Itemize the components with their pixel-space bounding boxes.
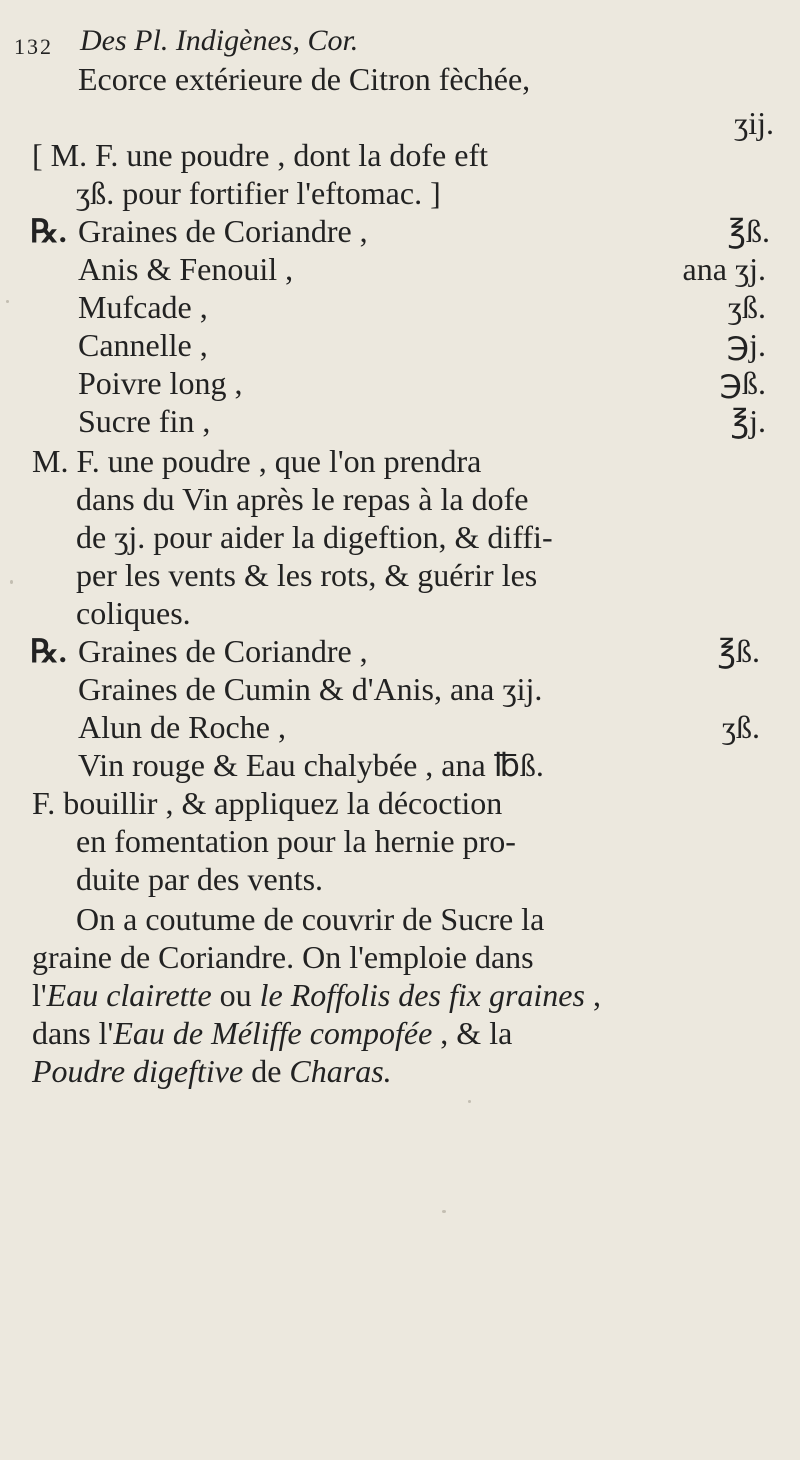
closing-title-poudre: Poudre digeftive	[32, 1053, 244, 1089]
recipe2-instruction: duite par des vents.	[76, 861, 324, 897]
intro-line-1: Ecorce extérieure de Citron fèchée,	[78, 61, 531, 97]
recipe1-item-qty: ℥j.	[730, 403, 766, 439]
recipe-symbol-1: ℞.	[30, 213, 67, 249]
recipe2-item-qty: ℥ß.	[717, 633, 760, 669]
recipe1-instruction: dans du Vin après le repas à la dofe	[76, 481, 529, 517]
recipe1-item-name: Poivre long ,	[78, 365, 243, 401]
recipe1-instruction: per les vents & les rots, & guérir les	[76, 557, 538, 593]
closing-line-5	[32, 1052, 392, 1090]
recipe2-item-name: Graines de Coriandre ,	[78, 633, 368, 669]
recipe1-item-qty: ʒß.	[727, 289, 766, 325]
closing-text: l'	[32, 977, 47, 1013]
closing-line-3	[32, 976, 601, 1014]
closing-title-rossolis: le Roffolis des fix graines	[259, 977, 585, 1013]
closing-title-eau-melisse: Eau de Méliffe compofée	[113, 1015, 433, 1051]
recipe1-item-name: Cannelle ,	[78, 327, 208, 363]
recipe1-item-qty: ℈ß.	[719, 365, 766, 401]
paper-speck	[442, 1210, 446, 1213]
recipe1-item-qty: ana ʒj.	[682, 251, 766, 287]
closing-text: dans l'	[32, 1015, 114, 1051]
closing-text: de	[243, 1053, 290, 1089]
recipe1-item-qty: ℈j.	[726, 327, 766, 363]
recipe2-instruction: en fomentation pour la hernie pro-	[76, 823, 516, 859]
recipe2-item-name: Alun de Roche ,	[78, 709, 286, 745]
paper-speck	[468, 1100, 471, 1103]
recipe-symbol-2: ℞.	[30, 633, 67, 669]
recipe1-instruction: M. F. une poudre , que l'on prendra	[32, 443, 482, 479]
paper-speck	[6, 300, 9, 303]
recipe1-item-name: Sucre fin ,	[78, 403, 211, 439]
closing-title-eau-clairette: Eau clairette	[46, 977, 212, 1013]
closing-text: ,	[584, 977, 601, 1013]
closing-line-4	[32, 1014, 512, 1052]
page-number: 132	[14, 34, 53, 59]
intro-line-2: [ M. F. une poudre , dont la dofe eft	[32, 137, 488, 173]
closing-title-charas: Charas.	[289, 1053, 392, 1089]
closing-text: ou	[211, 977, 260, 1013]
intro-line-3: ʒß. pour fortifier l'eftomac. ]	[76, 175, 441, 211]
recipe2-item-qty: ʒß.	[721, 709, 760, 745]
recipe1-item-name: Anis & Fenouil ,	[78, 251, 294, 287]
recipe1-item-name: Mufcade ,	[78, 289, 208, 325]
recipe1-item-qty: ℥ß.	[727, 213, 770, 249]
recipe2-item-name: Graines de Cumin & d'Anis, ana ʒij.	[78, 671, 543, 707]
recipe2-item-name: Vin rouge & Eau chalybée , ana ℔ß.	[78, 747, 544, 783]
recipe2-instruction: F. bouillir , & appliquez la décoction	[32, 785, 503, 821]
closing-line-2: graine de Coriandre. On l'emploie dans	[32, 939, 534, 975]
closing-line-1: On a coutume de couvrir de Sucre la	[76, 901, 545, 937]
paper-speck	[10, 580, 13, 584]
intro-quantity: ʒij.	[734, 105, 774, 141]
running-head: Des Pl. Indigènes, Cor.	[80, 24, 359, 57]
closing-text: , & la	[432, 1015, 513, 1051]
recipe1-instruction: coliques.	[76, 595, 191, 631]
recipe1-instruction: de ʒj. pour aider la digeftion, & diffi-	[76, 519, 553, 555]
recipe1-item-name: Graines de Coriandre ,	[78, 213, 368, 249]
